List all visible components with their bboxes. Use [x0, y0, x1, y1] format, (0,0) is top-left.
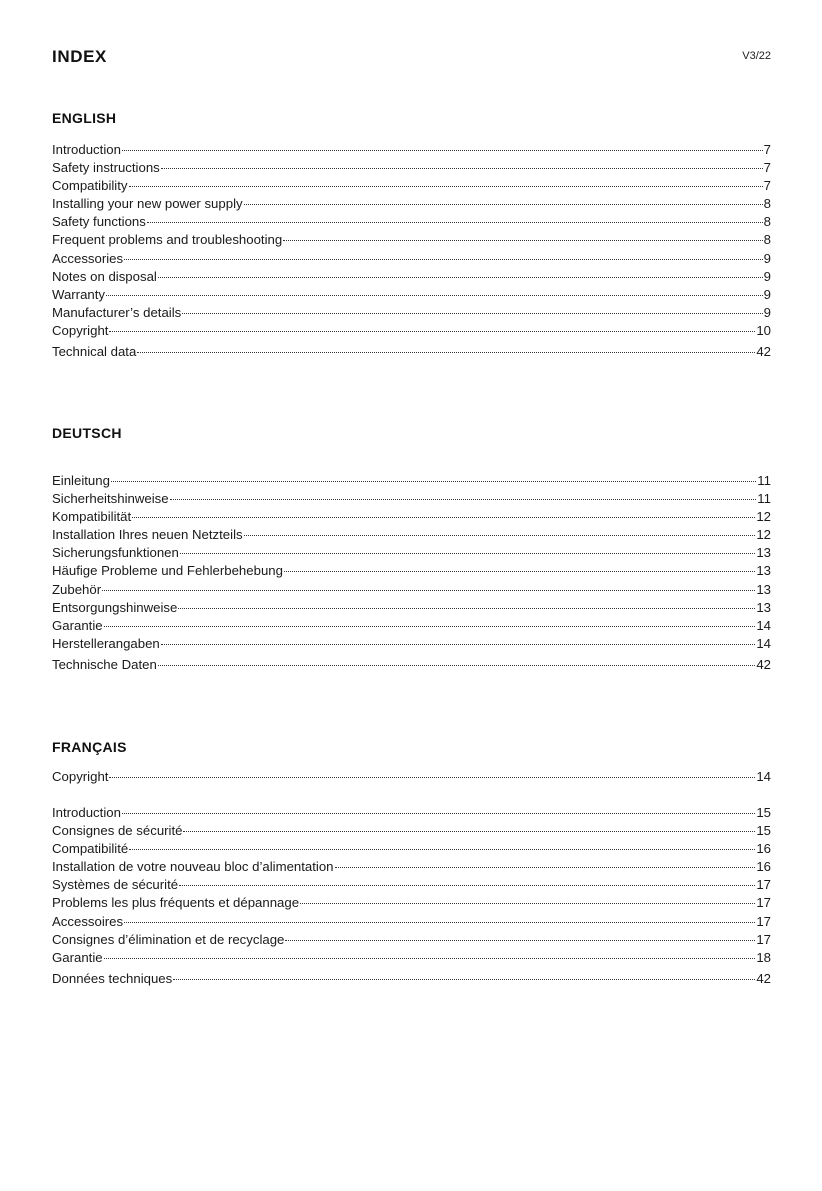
- toc-entry-page: 17: [756, 877, 771, 893]
- toc-entry-page: 16: [756, 859, 771, 875]
- toc-entry-label: Données techniques: [52, 970, 173, 986]
- toc-entry-page: 14: [756, 635, 771, 651]
- toc-entry-page: 16: [756, 841, 771, 857]
- toc-entry[interactable]: [52, 656, 771, 674]
- dot-leader: [106, 294, 763, 296]
- toc-entry-label: Safety functions: [52, 214, 146, 230]
- toc-entry[interactable]: [52, 581, 771, 599]
- dot-leader: [283, 239, 762, 241]
- toc-entry[interactable]: [52, 250, 771, 268]
- toc-entry[interactable]: [52, 177, 771, 195]
- toc-entry-page: 15: [756, 805, 771, 820]
- toc-entry-page: 13: [756, 599, 771, 615]
- toc-entry-page: 7: [763, 178, 771, 194]
- toc-entry[interactable]: [52, 304, 771, 322]
- toc-entry[interactable]: [52, 894, 771, 912]
- dot-leader: [285, 939, 755, 941]
- toc-entry-label: Häufige Probleme und Fehlerbehebung: [52, 563, 283, 579]
- dot-leader: [173, 978, 755, 980]
- toc-entry-page: 10: [756, 322, 771, 338]
- toc-entry-label: Consignes de sécurité: [52, 823, 183, 839]
- dot-leader: [335, 866, 756, 868]
- toc-entry-page: 17: [756, 913, 771, 929]
- section-heading-english: ENGLISH: [52, 110, 117, 126]
- toc-entry-page: 8: [763, 214, 771, 230]
- toc-entry[interactable]: [52, 913, 771, 931]
- toc-entry-label: Compatibility: [52, 178, 128, 194]
- toc-entry-page: 17: [756, 895, 771, 911]
- toc-entry-label: Entsorgungshinweise: [52, 599, 178, 615]
- toc-entry-page: 7: [763, 142, 771, 157]
- toc-entry-label: Compatibilité: [52, 841, 129, 857]
- toc-copyright-francais: [52, 768, 771, 786]
- toc-entry[interactable]: [52, 490, 771, 508]
- toc-entry-page: 7: [763, 160, 771, 176]
- dot-leader: [109, 330, 755, 332]
- toc-entry-page: 14: [756, 617, 771, 633]
- dot-leader: [122, 149, 763, 151]
- toc-entry-label: Installation Ihres neuen Netzteils: [52, 527, 243, 543]
- dot-leader: [244, 534, 756, 536]
- dot-leader: [178, 607, 755, 609]
- dot-leader: [180, 552, 755, 554]
- toc-entry-page: 42: [756, 344, 771, 360]
- dot-leader: [161, 643, 756, 645]
- index-title: INDEX: [52, 47, 107, 66]
- dot-leader: [122, 812, 755, 814]
- dot-leader: [300, 902, 755, 904]
- toc-entry[interactable]: [52, 822, 771, 840]
- dot-leader: [244, 203, 763, 205]
- toc-entry-label: Copyright: [52, 322, 109, 338]
- version-label: V3/22: [742, 50, 771, 62]
- toc-entry[interactable]: [52, 617, 771, 635]
- dot-leader: [158, 664, 755, 666]
- toc-entry[interactable]: [52, 286, 771, 304]
- dot-leader: [284, 570, 755, 572]
- dot-leader: [137, 351, 755, 353]
- toc-entry-page: 42: [756, 970, 771, 986]
- dot-leader: [158, 276, 763, 278]
- dot-leader: [183, 830, 755, 832]
- dot-leader: [170, 498, 757, 500]
- toc-entry-label: Copyright: [52, 769, 109, 784]
- toc-entry-label: Installation de votre nouveau bloc d’alimentation: [52, 859, 334, 875]
- toc-entry[interactable]: [52, 268, 771, 286]
- toc-entry-label: Garantie: [52, 949, 103, 965]
- toc-entry-label: Accessoires: [52, 913, 124, 929]
- toc-entry-page: 14: [756, 769, 771, 784]
- toc-entry[interactable]: [52, 970, 771, 988]
- toc-entry[interactable]: [52, 804, 771, 822]
- dot-leader: [124, 258, 763, 260]
- toc-entry-label: Warranty: [52, 286, 106, 302]
- dot-leader: [161, 167, 763, 169]
- toc-entry[interactable]: [52, 508, 771, 526]
- dot-leader: [129, 848, 755, 850]
- dot-leader: [104, 957, 756, 959]
- dot-leader: [124, 921, 755, 923]
- toc-entry[interactable]: [52, 472, 771, 490]
- toc-entry-page: 13: [756, 581, 771, 597]
- toc-entry-label: Garantie: [52, 617, 103, 633]
- dot-leader: [109, 776, 755, 778]
- toc-entry-label: Sicherheitshinweise: [52, 491, 169, 507]
- toc-entry-label: Systèmes de sécurité: [52, 877, 179, 893]
- toc-entry-label: Introduction: [52, 142, 121, 157]
- toc-entry[interactable]: [52, 231, 771, 249]
- toc-entry[interactable]: [52, 931, 771, 949]
- dot-leader: [182, 312, 762, 314]
- dot-leader: [129, 185, 763, 187]
- toc-entry[interactable]: [52, 858, 771, 876]
- toc-entry-page: 11: [757, 473, 771, 488]
- toc-entry[interactable]: [52, 840, 771, 858]
- toc-entry[interactable]: [52, 635, 771, 653]
- dot-leader: [147, 221, 763, 223]
- dot-leader: [132, 516, 755, 518]
- dot-leader: [104, 625, 756, 627]
- toc-entry[interactable]: [52, 949, 771, 967]
- toc-entry-page: 9: [763, 304, 771, 320]
- toc-entry-page: 9: [763, 250, 771, 266]
- toc-entry[interactable]: [52, 213, 771, 231]
- toc-entry[interactable]: [52, 599, 771, 617]
- toc-entry-page: 11: [757, 491, 771, 507]
- section-heading-francais: FRANÇAIS: [52, 739, 127, 755]
- dot-leader: [111, 480, 756, 482]
- toc-entry-label: Einleitung: [52, 473, 110, 488]
- toc-entry-page: 9: [763, 268, 771, 284]
- toc-entry-label: Consignes d’élimination et de recyclage: [52, 931, 285, 947]
- toc-entry-page: 8: [763, 196, 771, 212]
- toc-entry-label: Kompatibilität: [52, 509, 132, 525]
- toc-list-deutsch: [52, 472, 771, 674]
- toc-list-francais: [52, 804, 771, 988]
- toc-entry-label: Sicherungsfunktionen: [52, 545, 179, 561]
- toc-list-english: [52, 141, 771, 361]
- toc-entry[interactable]: [52, 562, 771, 580]
- toc-entry-page: 12: [756, 527, 771, 543]
- dot-leader: [179, 884, 755, 886]
- toc-entry[interactable]: [52, 141, 771, 159]
- toc-entry-label: Accessories: [52, 250, 124, 266]
- toc-entry[interactable]: [52, 343, 771, 361]
- toc-entry-label: Frequent problems and troubleshooting: [52, 232, 283, 248]
- toc-entry-page: 8: [763, 232, 771, 248]
- toc-entry-page: 18: [756, 949, 771, 965]
- toc-entry-page: 13: [756, 563, 771, 579]
- toc-entry[interactable]: [52, 322, 771, 340]
- toc-entry-label: Manufacturer’s details: [52, 304, 182, 320]
- toc-entry[interactable]: [52, 876, 771, 894]
- toc-entry-label: Installing your new power supply: [52, 196, 243, 212]
- dot-leader: [102, 589, 755, 591]
- toc-entry-label: Technische Daten: [52, 656, 157, 672]
- toc-entry[interactable]: [52, 195, 771, 213]
- toc-entry-label: Zubehör: [52, 581, 102, 597]
- toc-entry-label: Problems les plus fréquents et dépannage: [52, 895, 300, 911]
- toc-entry-page: 13: [756, 545, 771, 561]
- toc-entry[interactable]: [52, 768, 771, 786]
- toc-entry[interactable]: [52, 526, 771, 544]
- toc-entry-page: 42: [756, 656, 771, 672]
- toc-entry-label: Technical data: [52, 344, 137, 360]
- toc-entry-page: 12: [756, 509, 771, 525]
- toc-entry-label: Notes on disposal: [52, 268, 157, 284]
- toc-entry-page: 9: [763, 286, 771, 302]
- toc-entry-label: Safety instructions: [52, 160, 160, 176]
- toc-entry-page: 15: [756, 823, 771, 839]
- toc-entry-label: Herstellerangaben: [52, 635, 160, 651]
- toc-entry[interactable]: [52, 544, 771, 562]
- toc-entry-label: Introduction: [52, 805, 121, 820]
- toc-entry[interactable]: [52, 159, 771, 177]
- section-heading-deutsch: DEUTSCH: [52, 425, 122, 441]
- toc-entry-page: 17: [756, 931, 771, 947]
